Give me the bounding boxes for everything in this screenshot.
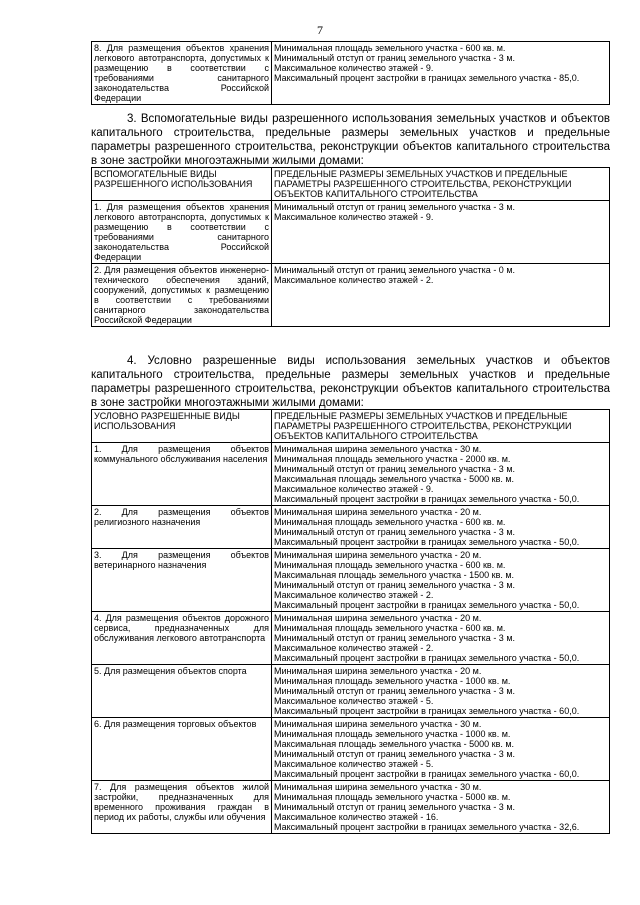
- param-line: Максимальное количество этажей - 2.: [274, 643, 434, 653]
- params-cell: [272, 549, 610, 612]
- param-line: Минимальная площадь земельного участка - 5000 кв. м.: [274, 792, 511, 802]
- conditional-uses-table: [91, 409, 610, 834]
- param-line: Максимальная площадь земельного участка - 1500 кв. м.: [274, 570, 515, 580]
- param-line: Максимальный процент застройки в границах земельного участка - 32,6.: [274, 822, 580, 832]
- table-row: [92, 612, 610, 665]
- use-cell: 2. Для размещения объектов религиозного назначения: [92, 506, 272, 549]
- param-line: Минимальный отступ от границ земельного участка - 3 м.: [274, 686, 516, 696]
- param-line: Максимальное количество этажей - 5.: [274, 759, 434, 769]
- param-line: Минимальный отступ от границ земельного участка - 3 м.: [274, 53, 516, 63]
- param-line: Минимальный отступ от границ земельного участка - 3 м.: [274, 580, 516, 590]
- param-line: Максимальное количество этажей - 2.: [274, 590, 434, 600]
- param-line: Максимальная площадь земельного участка - 5000 кв. м.: [274, 739, 515, 749]
- param-line: Минимальный отступ от границ земельного участка - 3 м.: [274, 749, 516, 759]
- use-cell: 6. Для размещения торговых объектов: [92, 718, 272, 781]
- param-line: Минимальный отступ от границ земельного участка - 3 м.: [274, 464, 516, 474]
- param-line: Максимальное количество этажей - 5.: [274, 696, 434, 706]
- use-cell: 3. Для размещения объектов ветеринарного назначения: [92, 549, 272, 612]
- use-cell: 5. Для размещения объектов спорта: [92, 665, 272, 718]
- param-line: Максимальное количество этажей - 9.: [274, 212, 434, 222]
- param-line: Минимальная площадь земельного участка - 600 кв. м.: [274, 623, 506, 633]
- table-header-row: [92, 168, 610, 201]
- param-line: Минимальная площадь земельного участка - 600 кв. м.: [274, 560, 506, 570]
- param-line: Максимальное количество этажей - 2.: [274, 275, 434, 285]
- column-header-params: ПРЕДЕЛЬНЫЕ РАЗМЕРЫ ЗЕМЕЛЬНЫХ УЧАСТКОВ И ПРЕДЕЛЬНЫЕ ПАРАМЕТРЫ РАЗРЕШЕННОГО СТРОИТЕЛЬСТВА, РЕКОНСТРУКЦИИ ОБЪЕКТОВ КАПИТАЛЬНОГО СТРОИТЕЛЬСТВА: [272, 410, 610, 443]
- use-cell: 1. Для размещения объектов коммунального обслуживания населения: [92, 443, 272, 506]
- param-line: Минимальная площадь земельного участка - 600 кв. м.: [274, 43, 506, 53]
- param-line: Минимальная площадь земельного участка - 1000 кв. м.: [274, 729, 511, 739]
- param-line: Минимальная ширина земельного участка - 20 м.: [274, 507, 482, 517]
- params-cell: [272, 781, 610, 834]
- params-cell: [272, 506, 610, 549]
- table-row: [92, 781, 610, 834]
- table-row: [92, 201, 610, 264]
- table-row: [92, 718, 610, 781]
- table-row: [92, 549, 610, 612]
- param-line: Минимальная площадь земельного участка - 600 кв. м.: [274, 517, 506, 527]
- param-line: Максимальный процент застройки в границах земельного участка - 50,0.: [274, 494, 580, 504]
- table-row: [92, 665, 610, 718]
- param-line: Максимальная площадь земельного участка - 5000 кв. м.: [274, 474, 515, 484]
- param-line: Минимальная ширина земельного участка - 30 м.: [274, 719, 482, 729]
- param-line: Минимальная площадь земельного участка - 2000 кв. м.: [274, 454, 511, 464]
- section-3-heading: 3. Вспомогательные виды разрешенного использования земельных участков и объектов капитального строительства, предельные размеры земельных участков и предельные параметры разрешенного строительства, реконструкции объектов капитального строительства в зоне застройки многоэтажными жилыми домами:: [91, 113, 610, 167]
- param-line: Максимальное количество этажей - 9.: [274, 63, 434, 73]
- table-row: [92, 506, 610, 549]
- table-row: [92, 264, 610, 327]
- params-cell: [272, 718, 610, 781]
- param-line: Минимальная ширина земельного участка - 30 м.: [274, 444, 482, 454]
- param-line: Минимальная ширина земельного участка - 20 м.: [274, 666, 482, 676]
- use-cell: 1. Для размещения объектов хранения легкового автотранспорта, допустимых к размещению в соответствии с требованиями санитарного законодательства Российской Федерации: [92, 201, 272, 264]
- param-line: Минимальная площадь земельного участка - 1000 кв. м.: [274, 676, 511, 686]
- param-line: Минимальный отступ от границ земельного участка - 3 м.: [274, 202, 516, 212]
- param-line: Максимальный процент застройки в границах земельного участка - 85,0.: [274, 73, 580, 83]
- param-line: Максимальный процент застройки в границах земельного участка - 60,0.: [274, 769, 580, 779]
- param-line: Минимальная ширина земельного участка - 20 м.: [274, 550, 482, 560]
- column-header-uses: ВСПОМОГАТЕЛЬНЫЕ ВИДЫ РАЗРЕШЕННОГО ИСПОЛЬЗОВАНИЯ: [92, 168, 272, 201]
- params-cell: [272, 612, 610, 665]
- table-header-row: [92, 410, 610, 443]
- param-line: Максимальное количество этажей - 9.: [274, 484, 434, 494]
- param-line: Минимальный отступ от границ земельного участка - 0 м.: [274, 265, 516, 275]
- param-line: Максимальный процент застройки в границах земельного участка - 60,0.: [274, 706, 580, 716]
- param-line: Максимальный процент застройки в границах земельного участка - 50,0.: [274, 537, 580, 547]
- params-cell: [272, 201, 610, 264]
- column-header-uses: УСЛОВНО РАЗРЕШЕННЫЕ ВИДЫ ИСПОЛЬЗОВАНИЯ: [92, 410, 272, 443]
- table-row: [92, 42, 610, 105]
- param-line: Минимальная ширина земельного участка - 30 м.: [274, 782, 482, 792]
- param-line: Минимальный отступ от границ земельного участка - 3 м.: [274, 802, 516, 812]
- auxiliary-uses-table: [91, 167, 610, 327]
- param-line: Максимальный процент застройки в границах земельного участка - 50,0.: [274, 653, 580, 663]
- params-cell: [272, 665, 610, 718]
- param-line: Максимальное количество этажей - 16.: [274, 812, 439, 822]
- table-row: [92, 443, 610, 506]
- section-4-heading: 4. Условно разрешенные виды использования земельных участков и объектов капитального строительства, предельные размеры земельных участков и предельные параметры разрешенного строительства, реконструкции объектов капитального строительства в зоне застройки многоэтажными жилыми домами:: [91, 355, 610, 409]
- param-line: Минимальный отступ от границ земельного участка - 3 м.: [274, 527, 516, 537]
- page-number: 7: [317, 23, 323, 37]
- use-cell: 4. Для размещения объектов дорожного сервиса, предназначенных для обслуживания легкового автотранспорта: [92, 612, 272, 665]
- top-table: [91, 41, 610, 105]
- param-line: Минимальная ширина земельного участка - 20 м.: [274, 613, 482, 623]
- use-cell: 8. Для размещения объектов хранения легкового автотранспорта, допустимых к размещению в соответствии с требованиями санитарного законодательства Российской Федерации: [92, 42, 272, 105]
- use-cell: 7. Для размещения объектов жилой застройки, предназначенных для временного проживания граждан в период их работы, службы или обучения: [92, 781, 272, 834]
- use-cell: 2. Для размещения объектов инженерно-технического обеспечения зданий, сооружений, допустимых к размещению в соответствии с требованиями санитарного законодательства Российской Федерации: [92, 264, 272, 327]
- param-line: Максимальный процент застройки в границах земельного участка - 50,0.: [274, 600, 580, 610]
- params-cell: [272, 264, 610, 327]
- column-header-params: ПРЕДЕЛЬНЫЕ РАЗМЕРЫ ЗЕМЕЛЬНЫХ УЧАСТКОВ И ПРЕДЕЛЬНЫЕ ПАРАМЕТРЫ РАЗРЕШЕННОГО СТРОИТЕЛЬСТВА, РЕКОНСТРУКЦИИ ОБЪЕКТОВ КАПИТАЛЬНОГО СТРОИТЕЛЬСТВА: [272, 168, 610, 201]
- params-cell: [272, 42, 610, 105]
- param-line: Минимальный отступ от границ земельного участка - 3 м.: [274, 633, 516, 643]
- params-cell: [272, 443, 610, 506]
